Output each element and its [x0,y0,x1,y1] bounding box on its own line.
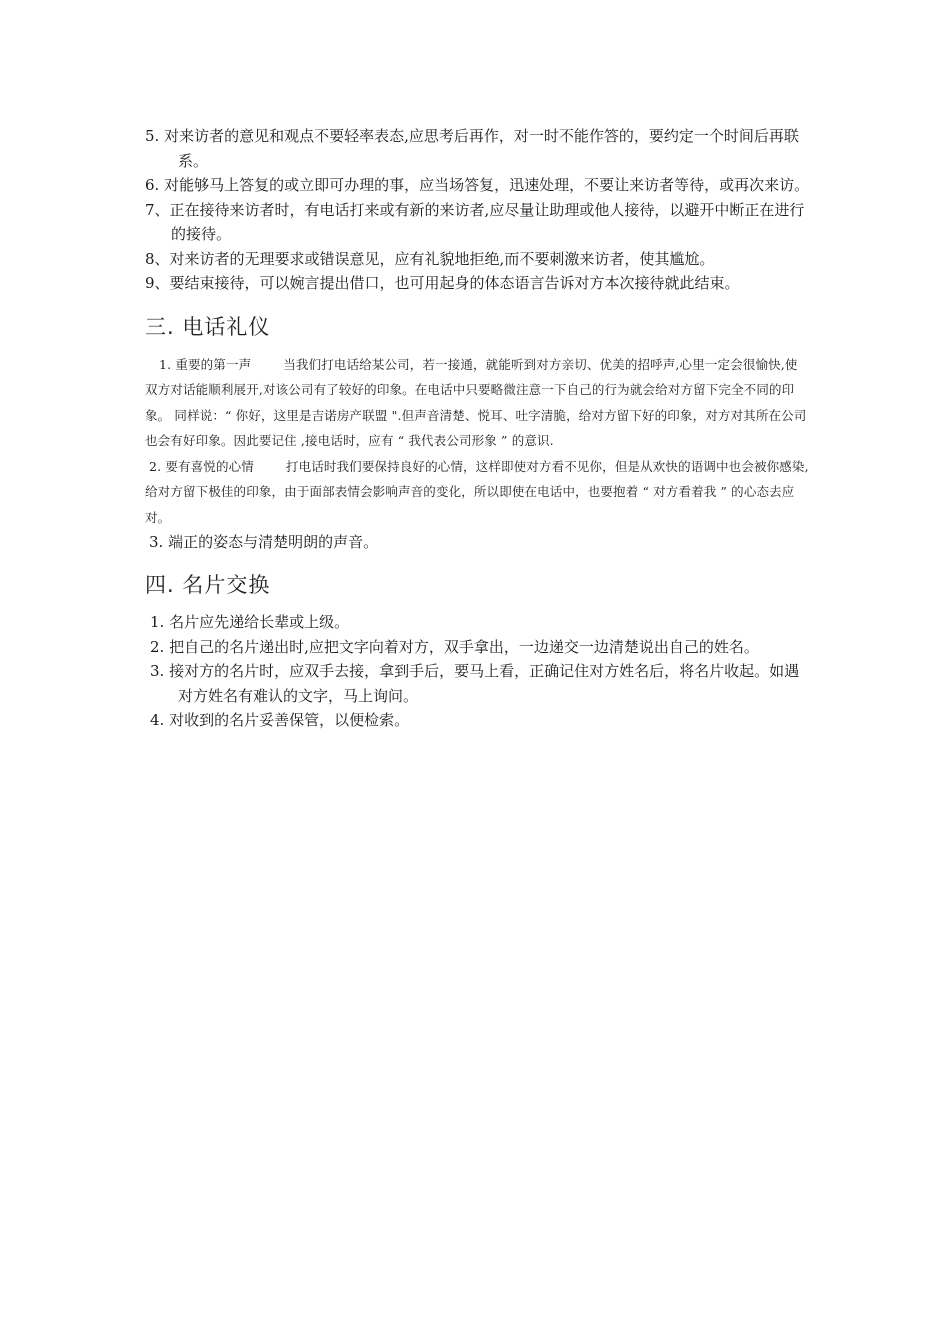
item-text: 对能够马上答复的或立即可办理的事，应当场答复，迅速处理，不要让来访者等待，或再次来访。 [164,176,810,194]
paragraph-text: 当我们打电话给某公司，若一接通，就能听到对方亲切、优美的招呼声,心里一定会很愉快,使双方对话能顺利展开,对该公司有了较好的印象。在电话中只要略微注意一下自己的行为就会给对方留下完全不同的印象。 同样说：“ 你好，这里是吉诺房产联盟 ".但声音清楚、悦耳、吐字清脆，给对方留下好的印象，对方对其所在公司也会有好印象。因此要记住 ,接电话时，应有 “ 我代表公司形象 ” 的意识. [145,356,807,448]
item-number: 8、 [145,249,170,268]
paragraph-number: 2. [149,458,162,474]
list-item-5 [145,124,810,173]
list-item-9 [145,271,810,296]
item-number: 3. [150,662,165,680]
item-text: 正在接待来访者时，有电话打来或有新的来访者,应尽量让助理或他人接待，以避开中断正在进行的接待。 [169,200,805,243]
paragraph-number: 3. [149,533,164,551]
section-heading-card-exchange: 四. 名片交换 [145,573,271,597]
document-content [145,124,810,733]
list-item-8 [145,247,810,272]
paragraph-title: 重要的第一声 [175,356,252,372]
item-text: 对收到的名片妥善保管，以便检索。 [169,711,410,729]
card-item-1 [145,610,810,635]
phone-etiquette-body [145,352,810,531]
item-text: 对来访者的意见和观点不要轻率表态,应思考后再作，对一时不能作答的，要约定一个时间后再联系。 [164,127,799,170]
item-text: 接对方的名片时，应双手去接，拿到手后，要马上看，正确记住对方姓名后，将名片收起。如遇对方姓名有难认的文字，马上询问。 [169,662,800,705]
card-item-4 [145,708,810,733]
paragraph-text: 打电话时我们要保持良好的心情，这样即使对方看不见你，但是从欢快的语调中也会被你感染,给对方留下极佳的印象，由于面部表情会影响声音的变化，所以即使在电话中，也要抱着 “ 对方看着我 ” 的心态去应对。 [145,458,809,525]
item-text: 对来访者的无理要求或错误意见，应有礼貌地拒绝,而不要刺激来访者，使其尴尬。 [169,249,715,268]
paragraph-number: 1. [159,356,172,372]
section-heading-phone-etiquette: 三. 电话礼仪 [145,314,271,339]
paragraph-title: 要有喜悦的心情 [165,458,254,474]
item-number: 7、 [145,200,170,219]
card-exchange-list [145,610,810,733]
paragraph-text: 端正的姿态与清楚明朗的声音。 [168,533,379,551]
item-number: 6. [145,176,160,194]
item-number: 1. [150,613,165,631]
list-item-7 [145,198,810,247]
item-text: 把自己的名片递出时,应把文字向着对方，双手拿出，一边递交一边清楚说出自己的姓名。 [169,637,759,656]
paragraph-happy-mood [145,454,810,531]
item-text: 要结束接待，可以婉言提出借口，也可用起身的体态语言告诉对方本次接待就此结束。 [169,274,740,292]
paragraph-posture-voice [145,530,810,554]
item-text: 名片应先递给长辈或上级。 [169,613,350,631]
list-item-6 [145,173,810,198]
item-number: 4. [150,711,165,729]
item-number: 9、 [145,274,170,292]
item-number: 2. [150,637,165,656]
card-item-2 [145,635,810,660]
item-number: 5. [145,127,160,145]
card-item-3 [145,659,810,708]
paragraph-first-voice [145,352,810,454]
